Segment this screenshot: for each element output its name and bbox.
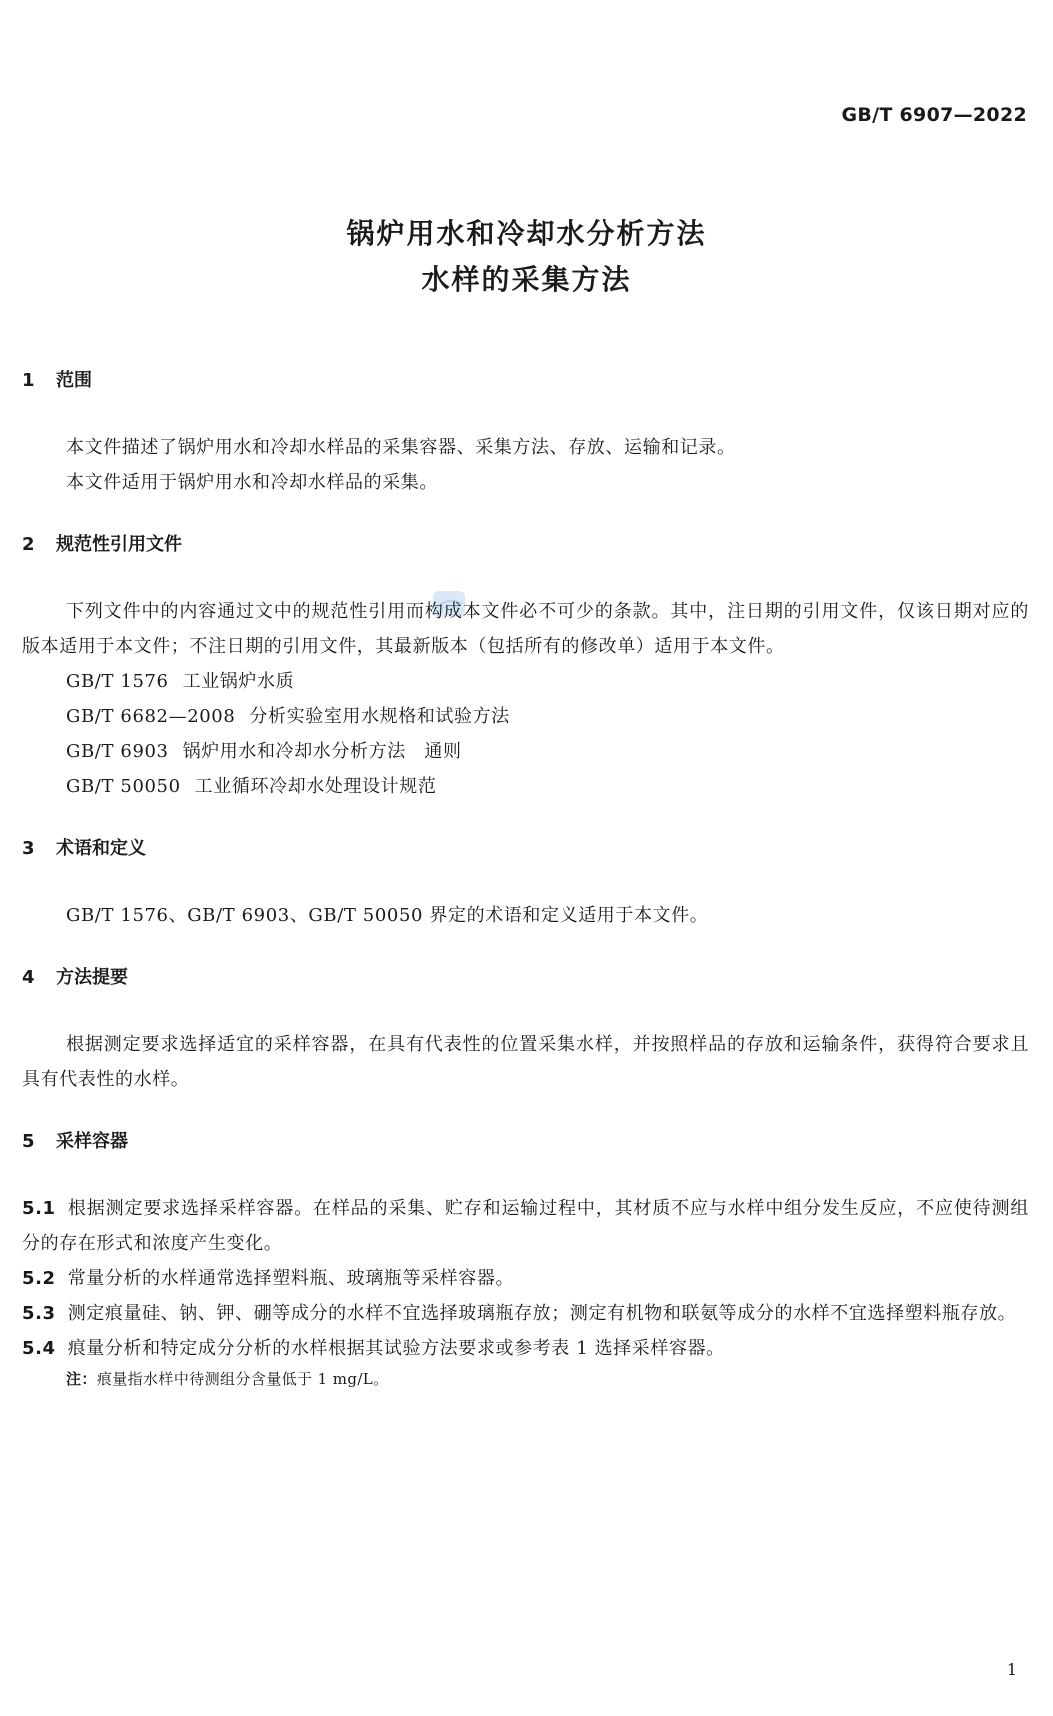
paragraph: 本文件适用于锅炉用水和冷却水样品的采集。 [66,472,438,493]
section-title: 术语和定义 [56,838,146,859]
page-number: 1 [1006,1660,1017,1679]
reference-title: 工业锅炉水质 [182,671,295,692]
clause [22,1296,1029,1331]
clause-text: 痕量分析和特定成分分析的水样根据其试验方法要求或参考表 1 选择采样容器。 [67,1338,725,1359]
clause [22,1191,1029,1261]
reference-item [22,769,1029,804]
section-heading [22,838,1029,860]
section-heading [22,967,1029,989]
section-number: 2 [22,534,35,555]
reference-title: 锅炉用水和冷却水分析方法 通则 [182,741,462,762]
standard-number: GB/T 6907—2022 [841,104,1027,126]
paragraph: 下列文件中的内容通过文中的规范性引用而构成本文件必不可少的条款。其中，注日期的引用文件，仅该日期对应的版本适用于本文件；不注日期的引用文件，其最新版本（包括所有的修改单）适用于本文件。 [22,601,1029,657]
section-heading [22,534,1029,556]
note [22,1366,1029,1392]
reference-code: GB/T 6903 [66,741,169,762]
section-number: 4 [22,967,35,988]
note-text: 痕量指水样中待测组分含量低于 1 mg/L。 [96,1370,389,1388]
paragraph: GB/T 1576、GB/T 6903、GB/T 50050 界定的术语和定义适用于本文件。 [66,905,709,926]
reference-item [22,699,1029,734]
document-title-line1: 锅炉用水和冷却水分析方法 [346,217,707,250]
reference-code: GB/T 50050 [66,776,181,797]
clause-number: 5.2 [22,1268,56,1289]
clause-number: 5.3 [22,1303,56,1324]
clause-number: 5.1 [22,1198,56,1219]
clause [22,1261,1029,1296]
clause-text: 常量分析的水样通常选择塑料瓶、玻璃瓶等采样容器。 [67,1268,515,1289]
document-title-line2: 水样的采集方法 [421,263,632,296]
paragraph: 根据测定要求选择适宜的采样容器，在具有代表性的位置采集水样，并按照样品的存放和运输条件，获得符合要求且具有代表性的水样。 [22,1034,1029,1090]
section-heading [22,370,1029,392]
reference-code: GB/T 1576 [66,671,169,692]
reference-title: 分析实验室用水规格和试验方法 [249,706,510,727]
clause-number: 5.4 [22,1338,56,1359]
paragraph: 本文件描述了锅炉用水和冷却水样品的采集容器、采集方法、存放、运输和记录。 [66,437,736,458]
section-heading [22,1131,1029,1153]
section-number: 3 [22,838,35,859]
section-title: 方法提要 [56,967,128,988]
section-title: 规范性引用文件 [56,534,182,555]
section-title: 采样容器 [56,1131,128,1152]
clause-text: 根据测定要求选择采样容器。在样品的采集、贮存和运输过程中，其材质不应与水样中组分发生反应，不应使待测组分的存在形式和浓度产生变化。 [22,1198,1029,1254]
section-title: 范围 [56,370,92,391]
note-label: 注： [66,1370,97,1388]
reference-title: 工业循环冷却水处理设计规范 [194,776,437,797]
reference-code: GB/T 6682—2008 [66,706,236,727]
reference-item [22,734,1029,769]
section-number: 1 [22,370,35,391]
clause-text: 测定痕量硅、钠、钾、硼等成分的水样不宜选择玻璃瓶存放；测定有机物和联氨等成分的水样不宜选择塑料瓶存放。 [67,1303,1017,1324]
document-body [22,370,1029,1392]
reference-item [22,664,1029,699]
clause [22,1331,1029,1366]
section-number: 5 [22,1131,35,1152]
